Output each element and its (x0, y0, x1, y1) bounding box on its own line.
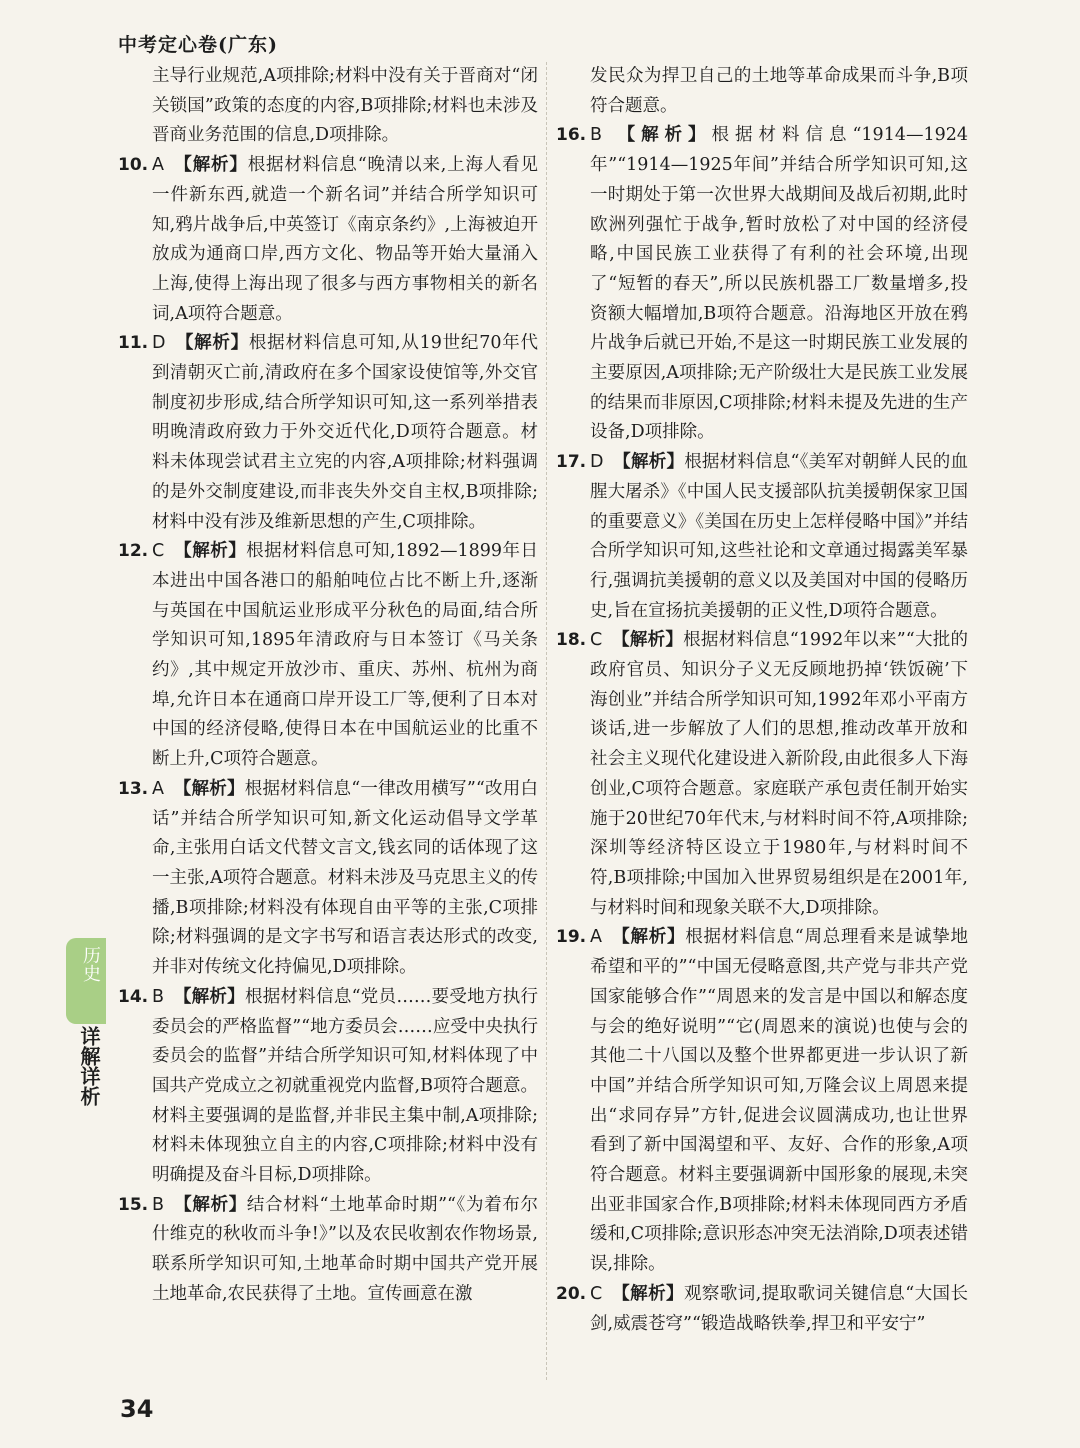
page-number: 34 (120, 1395, 154, 1423)
explanation-text: 根据材料信息“晚清以来,上海人看见一件新东西,就造一个新名词”并结合所学知识可知,鸦片战争后,中英签订《南京条约》,上海被迫开放成为通商口岸,西方文化、物品等开始大量涌入上海,使得上海出现了很多与西方事物相关的新名词,A项符合题意。 (152, 155, 539, 324)
answer-letter: A (590, 927, 602, 948)
answer-letter: B (152, 986, 165, 1007)
question-number: 12. (118, 541, 149, 562)
answer-item-15 (118, 1191, 538, 1310)
explanation-text: 根据材料信息“1992年以来”“大批的政府官员、知识分子义无反顾地扔掉‘铁饭碗’下海创业”并结合所学知识可知,1992年邓小平南方谈话,进一步解放了人们的思想,推动改革开放和社会主义现代化建设进入新阶段,由此很多人下海创业,C项符合题意。家庭联产承包责任制开始实施于20世纪70年代末,与材料时间不符,A项排除;深圳等经济特区设立于1980年,与材料时间不符,B项排除;中国加入世界贸易组织是在2001年,与材料时间和现象关联不大,D项排除。 (590, 630, 969, 918)
section-side-label: 详解详析 (77, 1026, 101, 1106)
analysis-tag: 【解析】 (613, 452, 685, 473)
explanation-text: 观察歌词,提取歌词关键信息“大国长剑,威震苍穹”“锻造战略铁拳,捍卫和平安宁” (590, 1283, 968, 1334)
analysis-tag: 【解析】 (173, 986, 245, 1007)
question-number: 20. (556, 1283, 587, 1304)
answer-item-20 (556, 1280, 968, 1339)
answer-letter: C (152, 541, 165, 562)
answer-letter: D (590, 452, 604, 473)
answer-item-14 (118, 983, 538, 1191)
continued-explanation (118, 62, 538, 151)
explanation-text: 根据材料信息“周总理看来是诚挚地希望和平的”“中国无侵略意图,共产党与非共产党国家能够合作”“周恩来的发言是中国以和解态度与会的绝好说明”“它(周恩来的演说)也使与会的其他二十八国以及整个世界都更进一步认识了新中国”并结合所学知识可知,万隆会议上周恩来提出“求同存异”方针,促进会议圆满成功,也让世界看到了新中国渴望和平、友好、合作的形象,A项符合题意。材料主要强调新中国形象的展现,未突出亚非国家合作,B项排除;材料未体现同西方矛盾缓和,C项排除;意识形态冲突无法消除,D项表述错误,排除。 (590, 927, 968, 1275)
question-number: 18. (556, 630, 587, 651)
question-number: 16. (556, 125, 587, 146)
explanation-text: 结合材料“土地革命时期”“《为着布尔什维克的秋收而斗争!》”以及农民收割农作物场景,联系所学知识可知,土地革命时期中国共产党开展土地革命,农民获得了土地。宣传画意在激 (152, 1194, 539, 1304)
analysis-tag: 【解析】 (612, 1283, 684, 1304)
explanation-text: 根据材料信息“党员……要受地方执行委员会的严格监督”“地方委员会……应受中央执行委员会的监督”并结合所学知识可知,材料体现了中国共产党成立之初就重视党内监督,B项符合题意。材料主要强调的是监督,并非民主集中制,A项排除;材料未体现独立自主的内容,C项排除;材料中没有明确提及奋斗目标,D项排除。 (152, 986, 538, 1186)
analysis-tag: 【解析】 (175, 333, 249, 354)
continued-explanation (556, 62, 968, 121)
analysis-tag: 【解析】 (174, 1194, 247, 1215)
right-column (556, 62, 968, 1339)
explanation-text: 主导行业规范,A项排除;材料中没有关于晋商对“闭关锁国”政策的态度的内容,B项排除;材料也未涉及晋商业务范围的信息,D项排除。 (152, 66, 538, 146)
answer-letter: C (590, 1283, 603, 1304)
explanation-text: 根据材料信息可知,从19世纪70年代到清朝灭亡前,清政府在多个国家设使馆等,外交官制度初步形成,结合所学知识可知,这一系列举措表明晚清政府致力于外交近代化,D项符合题意。材料未体现尝试君主立宪的内容,A项排除;材料强调的是外交制度建设,而非丧失外交自主权,B项排除;材料中没有涉及维新思想的产生,C项排除。 (152, 333, 539, 532)
analysis-tag: 【解析】 (174, 541, 247, 562)
answer-letter: A (152, 778, 164, 799)
answer-item-19 (556, 923, 968, 1279)
subject-tab (66, 938, 106, 1024)
analysis-tag: 【解析】 (173, 778, 245, 799)
answer-item-17 (556, 448, 968, 626)
explanation-text: 根据材料信息可知,1892—1899年日本进出中国各港口的船舶吨位占比不断上升,逐渐与英国在中国航运业形成平分秋色的局面,结合所学知识可知,1895年清政府与日本签订《马关条约》,其中规定开放沙市、重庆、苏州、杭州为商埠,允许日本在通商口岸开设工厂等,便利了日本对中国的经济侵略,使得日本在中国航运业的比重不断上升,C项符合题意。 (152, 541, 539, 770)
question-number: 11. (118, 333, 149, 354)
answer-item-13 (118, 775, 538, 983)
question-number: 17. (556, 452, 587, 473)
explanation-text: 根据材料信息“1914—1924年”“1914—1925年间”并结合所学知识可知,这一时期处于第一次世界大战期间及战后初期,此时欧洲列强忙于战争,暂时放松了对中国的经济侵略,中国民族工业获得了有利的社会环境,出现了“短暂的春天”,所以民族机器工厂数量增多,投资额大幅增加,B项符合题意。沿海地区开放在鸦片战争后就已开始,不是这一时期民族工业发展的主要原因,A项排除;无产阶级壮大是民族工业发展的结果而非原因,C项排除;材料未提及先进的生产设备,D项排除。 (590, 125, 968, 443)
analysis-tag: 【解析】 (612, 630, 684, 651)
answer-letter: D (152, 333, 166, 354)
answer-letter: C (590, 630, 603, 651)
explanation-text: 根据材料信息“一律改用横写”“改用白话”并结合所学知识可知,新文化运动倡导文学革命,主张用白话文代替文言文,钱玄同的话体现了这一主张,A项符合题意。材料未涉及马克思主义的传播,B项排除;材料没有体现自由平等的主张,C项排除;材料强调的是文字书写和语言表达形式的改变,并非对传统文化持偏见,D项排除。 (152, 778, 539, 978)
question-number: 10. (118, 155, 149, 176)
question-number: 19. (556, 927, 587, 948)
answer-item-18 (556, 626, 968, 923)
answer-item-16 (556, 121, 968, 448)
explanation-text: 根据材料信息“《美军对朝鲜人民的血腥大屠杀》《中国人民支援部队抗美援朝保家卫国的重要意义》《美国在历史上怎样侵略中国》”并结合所学知识可知,这些社论和文章通过揭露美军暴行,强调抗美援朝的意义以及美国对中国的侵略历史,旨在宣扬抗美援朝的正义性,D项符合题意。 (590, 452, 968, 621)
analysis-tag: 【解析】 (617, 125, 712, 146)
answer-letter: B (590, 125, 603, 146)
answer-letter: A (152, 155, 164, 176)
explanation-text: 发民众为捍卫自己的土地等革命成果而斗争,B项符合题意。 (590, 66, 968, 116)
question-number: 14. (118, 986, 149, 1007)
analysis-tag: 【解析】 (174, 155, 248, 176)
analysis-tag: 【解析】 (612, 927, 686, 948)
answer-item-11 (118, 329, 538, 537)
page-header-title: 中考定心卷(广东) (118, 34, 278, 56)
column-divider (546, 62, 547, 1380)
subject-tab-label: 历史 (80, 946, 101, 982)
left-column (118, 62, 538, 1310)
answer-item-10 (118, 151, 538, 329)
question-number: 15. (118, 1194, 149, 1215)
answer-letter: B (152, 1194, 165, 1215)
answer-item-12 (118, 537, 538, 775)
question-number: 13. (118, 778, 149, 799)
